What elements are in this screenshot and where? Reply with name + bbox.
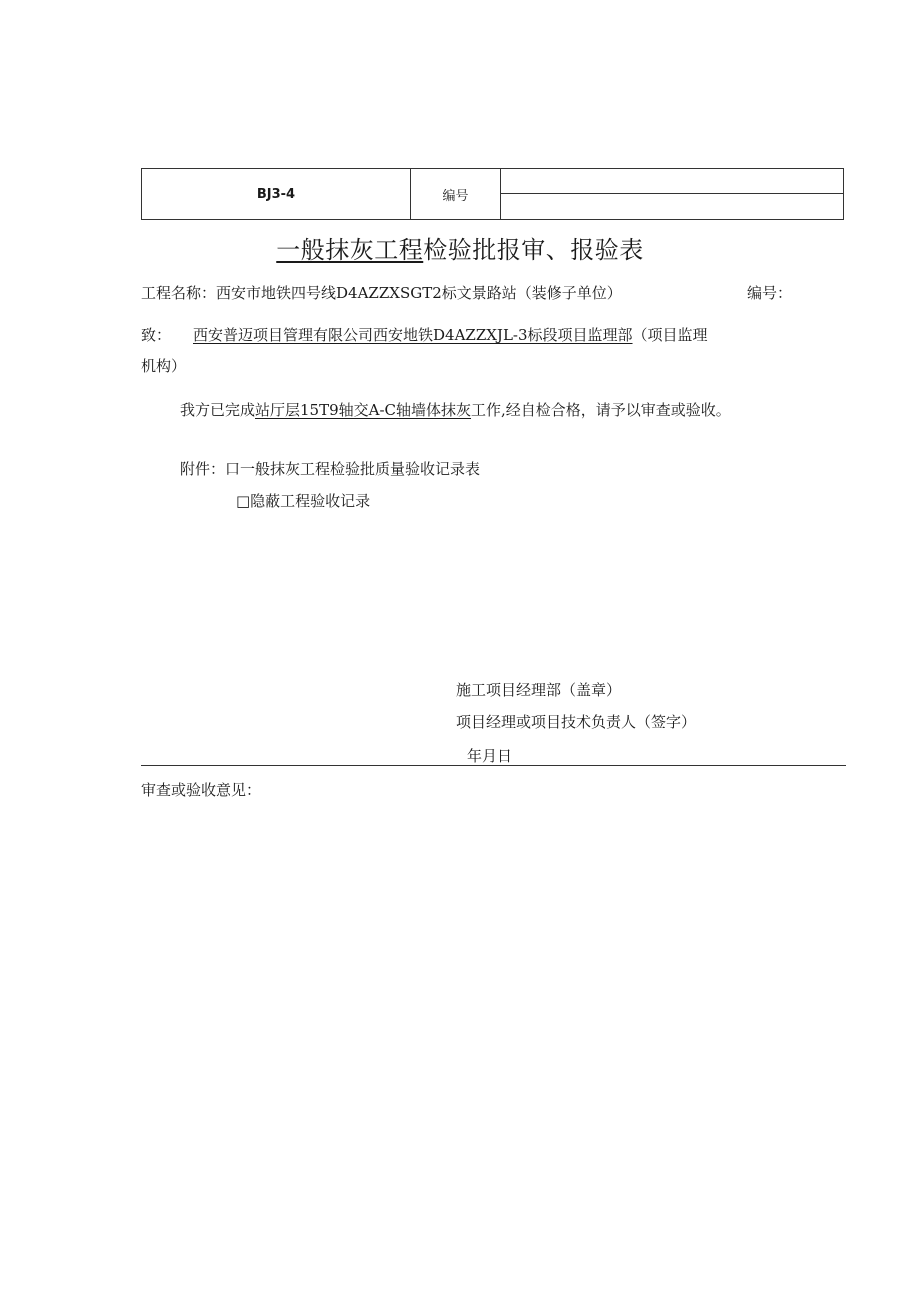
number-value-cell bbox=[501, 169, 844, 220]
cell-divider bbox=[501, 193, 843, 194]
attachment-item: 口一般抹灰工程检验批质量验收记录表 bbox=[225, 460, 481, 478]
statement-work: 站厅层15T9轴交A-C轴墙体抹灰 bbox=[255, 401, 472, 419]
attachments-line bbox=[180, 458, 480, 479]
review-label: 审查或验收意见： bbox=[141, 781, 262, 799]
statement-prefix: 我方已完成 bbox=[180, 401, 256, 419]
statement bbox=[180, 399, 731, 420]
to-line bbox=[193, 324, 708, 345]
section-divider bbox=[141, 765, 846, 766]
recipient-suffix-cont: 机构） bbox=[141, 357, 187, 375]
recipient-suffix: （项目监理 bbox=[632, 326, 708, 344]
signature-dept: 施工项目经理部（盖章） bbox=[456, 681, 622, 699]
number-label: 编号 bbox=[411, 169, 501, 220]
signature-manager: 项目经理或项目技术负责人（签字） bbox=[456, 713, 697, 731]
signature-date: 年月日 bbox=[467, 747, 513, 765]
project-number-label: 编号： bbox=[747, 284, 793, 302]
attachment-item: □隐蔽工程验收记录 bbox=[236, 492, 371, 510]
header-table bbox=[141, 168, 844, 220]
recipient: 西安普迈项目管理有限公司西安地铁D4AZZXJL-3标段项目监理部 bbox=[193, 326, 633, 344]
title-underlined: 一般抹灰工程 bbox=[276, 236, 424, 264]
to-label: 致： bbox=[141, 326, 172, 344]
project-line bbox=[141, 282, 622, 303]
title-rest: 检验批报审、报验表 bbox=[423, 236, 644, 264]
attachments-label: 附件： bbox=[180, 460, 226, 478]
page-title bbox=[0, 230, 920, 265]
project-label: 工程名称： bbox=[141, 284, 217, 302]
project-name: 西安市地铁四号线D4AZZXSGT2标文景路站（装修子单位） bbox=[216, 284, 622, 302]
form-code: BJ3-4 bbox=[142, 169, 411, 220]
statement-suffix: 工作,经自检合格，请予以审查或验收。 bbox=[471, 401, 731, 419]
